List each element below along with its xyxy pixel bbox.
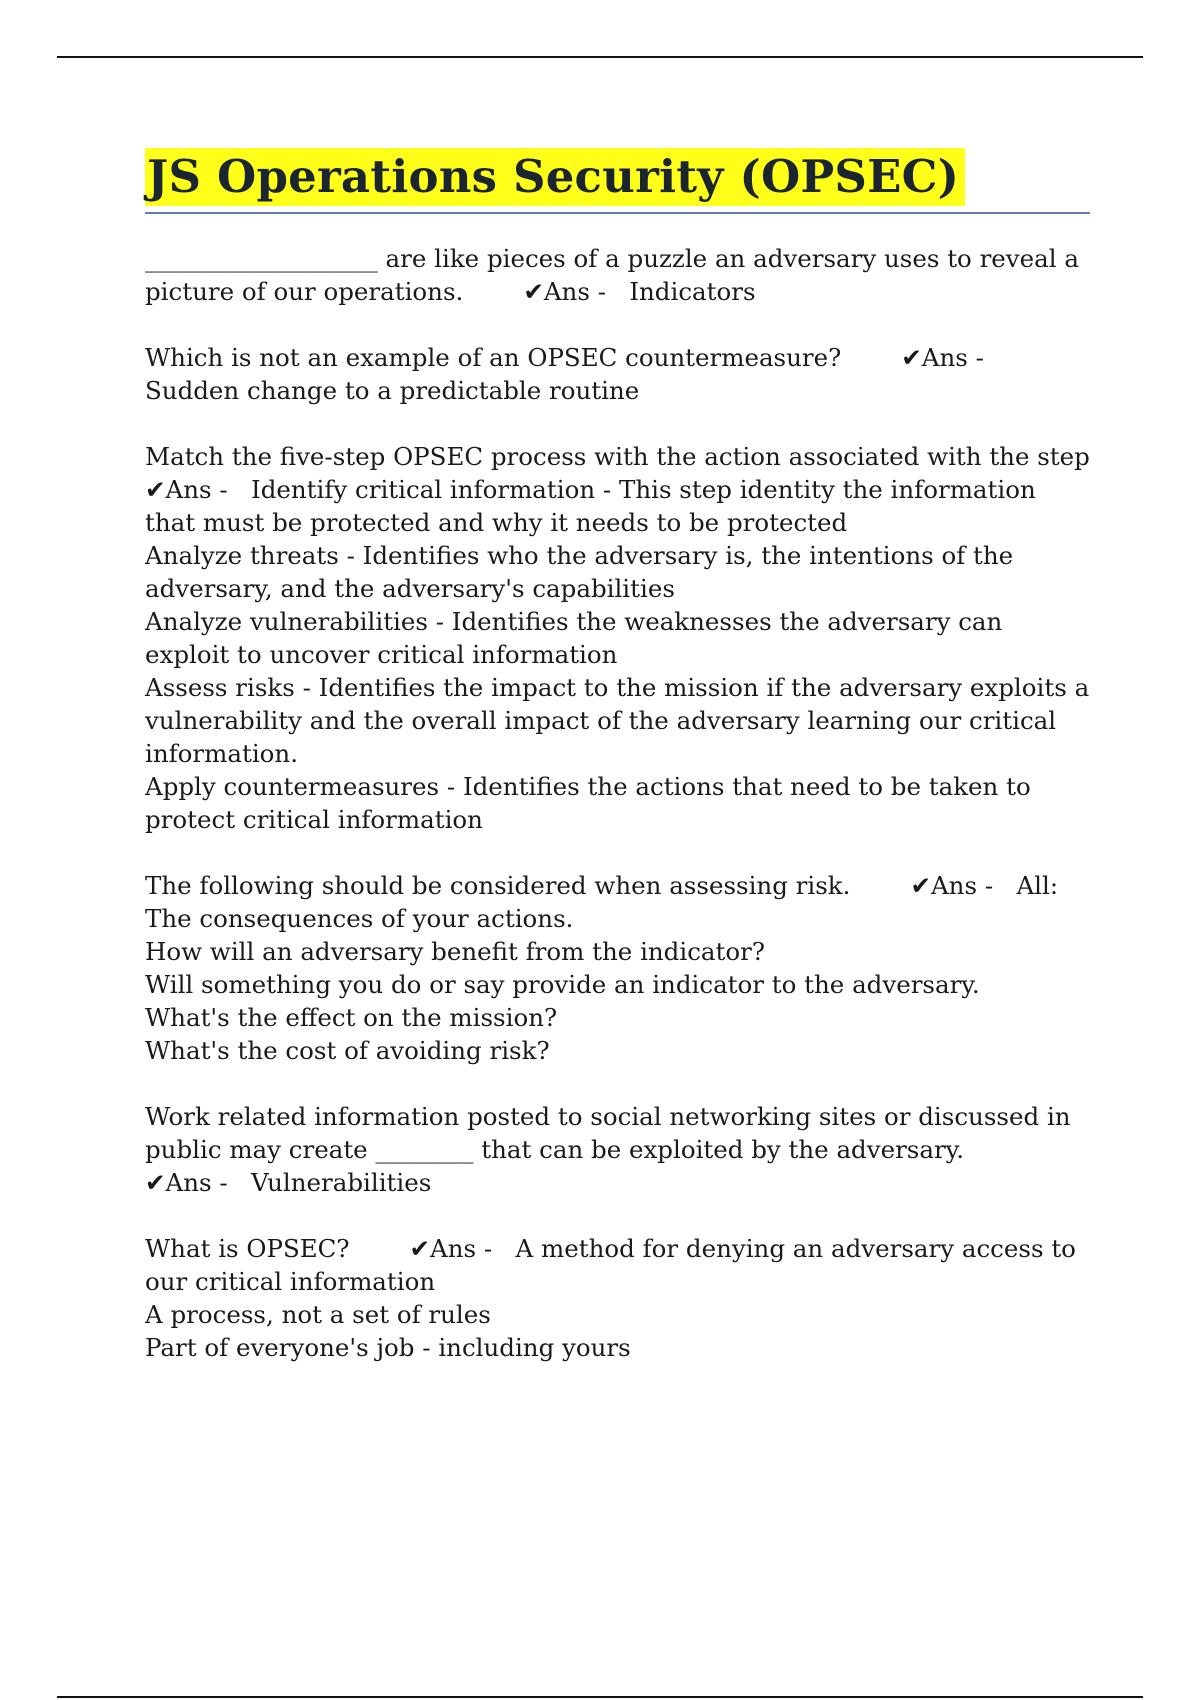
answer-4-line-4: Will something you do or say provide an indicator to the adversary.	[145, 970, 980, 999]
answer-3-line-1: Identify critical information - This step identity the information that must be protected and why it needs to be protected	[145, 475, 1036, 537]
answer-4-line-5: What's the effect on the mission?	[145, 1003, 558, 1032]
qa-entry-3	[145, 440, 1090, 836]
question-5: Work related information posted to social networking sites or discussed in public may create ________ that can be exploited by the adversary.	[145, 1102, 1071, 1164]
answer-6-line-3: Part of everyone's job - including yours	[145, 1333, 631, 1362]
qa-entry-4	[145, 869, 1090, 1067]
title-block	[145, 148, 1090, 214]
answer-3-line-4: Assess risks - Identifies the impact to the mission if the adversary exploits a vulnerability and the overall impact of the adversary learning our critical information.	[145, 673, 1090, 768]
answer-marker-5: ✔Ans -	[145, 1168, 228, 1197]
answer-marker-2: ✔Ans -	[901, 343, 984, 372]
answer-marker-6: ✔Ans -	[409, 1234, 493, 1263]
qa-entry-1	[145, 242, 1090, 308]
qa-entry-2	[145, 341, 1090, 407]
question-6: What is OPSEC?	[145, 1234, 350, 1263]
answer-3-line-5: Apply countermeasures - Identifies the actions that need to be taken to protect critical information	[145, 772, 1031, 834]
answer-4-line-6: What's the cost of avoiding risk?	[145, 1036, 550, 1065]
top-rule	[57, 56, 1143, 58]
question-2: Which is not an example of an OPSEC countermeasure?	[145, 343, 842, 372]
answer-2-line-1: Sudden change to a predictable routine	[145, 376, 640, 405]
answer-marker-1: ✔Ans -	[523, 277, 606, 306]
answer-1-line-1: Indicators	[629, 277, 756, 306]
question-1: ___________________ are like pieces of a puzzle an adversary uses to reveal a picture of our operations.	[145, 244, 1079, 306]
question-3: Match the five-step OPSEC process with the action associated with the step	[145, 442, 1090, 471]
answer-5-line-1: Vulnerabilities	[251, 1168, 432, 1197]
question-4: The following should be considered when assessing risk.	[145, 871, 851, 900]
answer-4-line-1: All:	[1016, 871, 1059, 900]
document-title: JS Operations Security (OPSEC)	[145, 148, 965, 206]
answer-3-line-2: Analyze threats - Identifies who the adversary is, the intentions of the adversary, and the adversary's capabilities	[145, 541, 1014, 603]
qa-entry-6	[145, 1232, 1090, 1364]
answer-marker-3: ✔Ans -	[145, 475, 228, 504]
answer-3-line-3: Analyze vulnerabilities - Identifies the weaknesses the adversary can exploit to uncover critical information	[145, 607, 1003, 669]
answer-6-line-1: A method for denying an adversary access to our critical information	[145, 1234, 1076, 1296]
document-body	[145, 148, 1090, 1397]
answer-4-line-2: The consequences of your actions.	[145, 904, 574, 933]
qa-entry-5	[145, 1100, 1090, 1199]
answer-6-line-2: A process, not a set of rules	[145, 1300, 491, 1329]
bottom-rule	[57, 1696, 1143, 1698]
answer-4-line-3: How will an adversary benefit from the indicator?	[145, 937, 765, 966]
answer-marker-4: ✔Ans -	[910, 871, 994, 900]
